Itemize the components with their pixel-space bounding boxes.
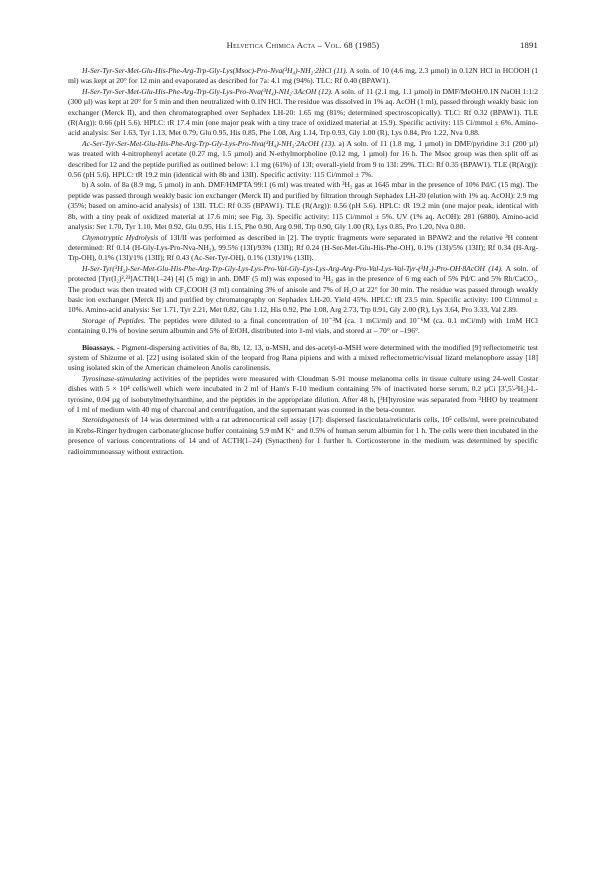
paragraph-bioassays <box>68 343 538 374</box>
section-heading: Bioassays. - <box>82 342 120 352</box>
section-heading: Steroidogenesis <box>82 415 130 425</box>
article-body <box>68 66 538 457</box>
section-heading: Tyrosinase-stimulating <box>82 373 151 383</box>
compound-heading: Ac-Ser-Tyr-Ser-Met-Glu-His-Phe-Arg-Trp-Gly-Lys-Pro-Nva(³H₄)-NH₂·2AcOH (13). <box>82 138 336 148</box>
paragraph-text: Pigment-dispersing activities of 8a, 8b, 12, 13, α-MSH, and des-acetyl-α-MSH were determined with the modified [9] reflectometric test system of Shizume et al. [22] using isolated skin of the leopard frog Rana pipiens and with a mixed reflectometric/visual lizard melanophore assay [18] using isolated skin of the American chameleon Anolis carolinensis. <box>68 342 538 373</box>
paragraph-compound-14 <box>68 264 538 316</box>
paragraph-text: A soln. of 10 (4.6 mg, 2.3 µmol) in 0.12N HCl in HCOOH (1 ml) was kept at 20° for 12 min and evaporated as described for 7a: 4.1 mg (94%). TLC: Rf 0.40 (BPAW1). <box>68 66 539 86</box>
paragraph-storage <box>68 316 538 337</box>
paragraph-text: The peptides were diluted to a final concentration of 10⁻³M (ca. 1 mCi/ml) and 10⁻⁶M (ca. 0.1 mCi/ml) with 1mM HCl containing 0.1% of bovine serum albumin and 5% of EtOH, distributed into 1-ml vials, and stored at – 70° or –196°. <box>68 315 538 336</box>
paragraph-text: b) A soln. of 8a (8.9 mg, 5 µmol) in anh. DMF/HMPTA 99:1 (6 ml) was treated with ³H₂ gas at 1645 mbar in the presence of 10% Pd/C (15 mg). The peptide was passed through weakly basic ion exchanger (Merck II) and purified by filtration through Sephadex LH-20 (elution with 1% aq. AcOH): 2.9 mg (35%; based on amino-acid analysis) of 13II. TLC: Rf 0.35 (BPAW1). TLE (R(Arg)): 0.56 (pH 5.6). HPLC: tR 19.2 min (one major peak, identical with 8b, with a tiny peak of oxidized material at 17.6 min; see Fig. 3). Specific activity: 115 Ci/mmol ± 5%. UV (1% aq. AcOH): 281 (6880). Amino-acid analysis: Ser 1.70, Tyr 1.10, Met 0.92, Glu 0.95, His 1.15, Phe 0.90, Arg 0.98, Trp 0.90, Gly 1.00 (R), Lys 0.85, Pro 1.20, Nva 0.80. <box>68 180 538 232</box>
section-heading: Storage of Peptides. <box>82 315 146 325</box>
paragraph-text: a) A soln. of 11 (1.8 mg, 1 µmol) in DMF/pyridine 3:1 (200 µl) was treated with 4-nitrophenyl acetate (0.27 mg, 1.5 µmol) and N-ethylmorpholine (0.12 mg, 1 µmol) for 16 h. The Msoc group was then split off as described for 12 and the peptide purified as outlined below: 1.1 mg (61%) of 13I; overall-yield from 9 to 13I: 29%. TLC: Rf 0.35 (BPAW1). TLE (R(Arg)): 0.56 (pH 5.6). HPLC: tR 19.2 min (identical with 8b and 13II). Specific activity: 115 Ci/mmol ± 7%. <box>68 138 538 180</box>
running-header <box>68 40 538 54</box>
paragraph-tyrosinase <box>68 374 538 416</box>
compound-heading: H-Ser-Tyr-Ser-Met-Glu-His-Phe-Arg-Trp-Gly-Lys(Msoc)-Pro-Nva(³H₄)-NH₂·2HCl (11). <box>82 66 348 75</box>
paragraph-compound-13a <box>68 139 538 181</box>
journal-title: Helvetica Chimica Acta – Vol. 68 (1985) <box>226 40 380 50</box>
paragraph-text: activities of the peptides were measured with Cloudman S-91 mouse melanoma cells in tissue culture using 24-well Costar dishes with 5 × 10⁴ cells/well which were incubated in 2 ml of Ham's F-10 medium containing 5% of inactivated horse serum, 0.2 µCi [3',5'-³H₂]-L-tyrosine, 0.04 µg of isobutylmethylxanthine, and the peptides in the appropriate dilution. After 48 h, [³H]tyrosine was separated from ³HHO by treatment of 1 ml of medium with 40 mg of charcoal and centrifugation, and the supernatant was counted in the beta-counter. <box>68 373 538 414</box>
paragraph-compound-13b <box>68 180 538 232</box>
paragraph-chymotryptic-hydrolysis <box>68 233 538 264</box>
page-number: 1891 <box>520 40 538 50</box>
section-heading: Chymotryptic Hydrolysis <box>82 232 159 242</box>
paragraph-text: of 14 was determined with a rat adrenocortical cell assay [17]: dispersed fasciculata/reticularis cells, 10⁵ cells/ml, were preincubated in Krebs-Ringer hydrogen carbonate/glucose buffer containing 5.9 mM K⁺ and 0.5% of human serum albumin for 1 h. The cells were then incubated in the presence of various concentrations of 14 and of ACTH(1–24) (Synacthen) for 1 further h. Corticosterone in the medium was determined by specific radioimmunoassay without extraction. <box>68 415 539 456</box>
compound-heading: H-Ser-Tyr-Ser-Met-Glu-His-Phe-Arg-Trp-Gly-Lys-Pro-Nva(³H₄)-NH₂·3AcOH (12). <box>82 86 333 96</box>
paragraph-steroidogenesis <box>68 415 538 457</box>
paragraph-compound-11 <box>68 66 538 87</box>
paragraph-text: A soln. of protected [Tyr(I₂)²,²³]ACTH(1–24) [4] (5 mg) in anh. DMF (5 ml) was exposed to ³H₂ gas in the presence of 6 mg each of 5% Pd/C and 5% Rh/CaCO₃. The product was then treated with CF₃COOH (3 ml) containing 3% of anisole and 7% of H₂O at 22° for 30 min. The residue was passed through weakly basic ion exchanger (Merck II) and purified by chromatography on Sephadex LH-20. Yield 45%. HPLC: tR 23.5 min. Specific activity: 100 Ci/mmol ± 10%. Amino-acid analysis: Ser 1.71, Tyr 2.21, Met 0.82, Glu 1.12, His 0.92, Phe 1.08, Arg 2.73, Trp 0.91, Gly 2.00 (R), Lys 3.64, Pro 3.33, Val 2.89. <box>68 263 538 315</box>
paragraph-compound-12 <box>68 87 538 139</box>
paragraph-text: of 13I/II was performed as described in [2]. The tryptic fragments were separated in BPAW2 and the relative ³H content determined: Rf 0.14 (H-Gly-Lys-Pro-Nva-NH₂), 99.5% (13I)/93% (13II); Rf 0.24 (H-Ser-Met-Glu-His-Phe-OH), 0.1% (13I)/5% (13II); Rf 0.34 (H-Arg-Trp-OH), 0.1% (13I)/1% (13II); Rf 0.43 (Ac-Ser-Tyr-OH), 0.1% (13I)/1% (13II). <box>68 232 538 263</box>
paragraph-text: A soln. of 11 (2.1 mg, 1.1 µmol) in DMF/MeOH/0.1N NaOH 1:1:2 (300 µl) was kept at 20° for 5 min and then neutralized with 0.1N HCl. The residue was dissolved in 1% aq. AcOH (1 ml), passed through weakly basic ion exchanger (Merck II), and then chromatographed over Sephadex LH-20: 1.65 mg (81%; determined spectroscopically). TLC: Rf 0.32 (BPAW1). TLE (R(Arg)): 0.66 (pH 5.6). HPLC: tR 17.4 min (one major peak with a tiny trace of oxidized material at 15.9). Specific activity: 115 Ci/mmol ± 6%. Amino-acid analysis: Ser 1.63, Tyr 1.13, Met 0.79, Glu 0.95, His 0.85, Phe 1.08, Arg 1.14, Trp 0.93, Gly 1.00 (R), Lys 0.84, Pro 1.22, Nva 0.88. <box>68 86 538 138</box>
compound-heading: H-Ser-Tyr(³H₂)-Ser-Met-Glu-His-Phe-Arg-Trp-Gly-Lys-Lys-Pro-Val-Gly-Lys-Lys-Arg-Arg-Pro-Val-Lys-Val-Tyr-(³H₂)-Pro-OH·8AcOH (14). <box>82 263 503 273</box>
